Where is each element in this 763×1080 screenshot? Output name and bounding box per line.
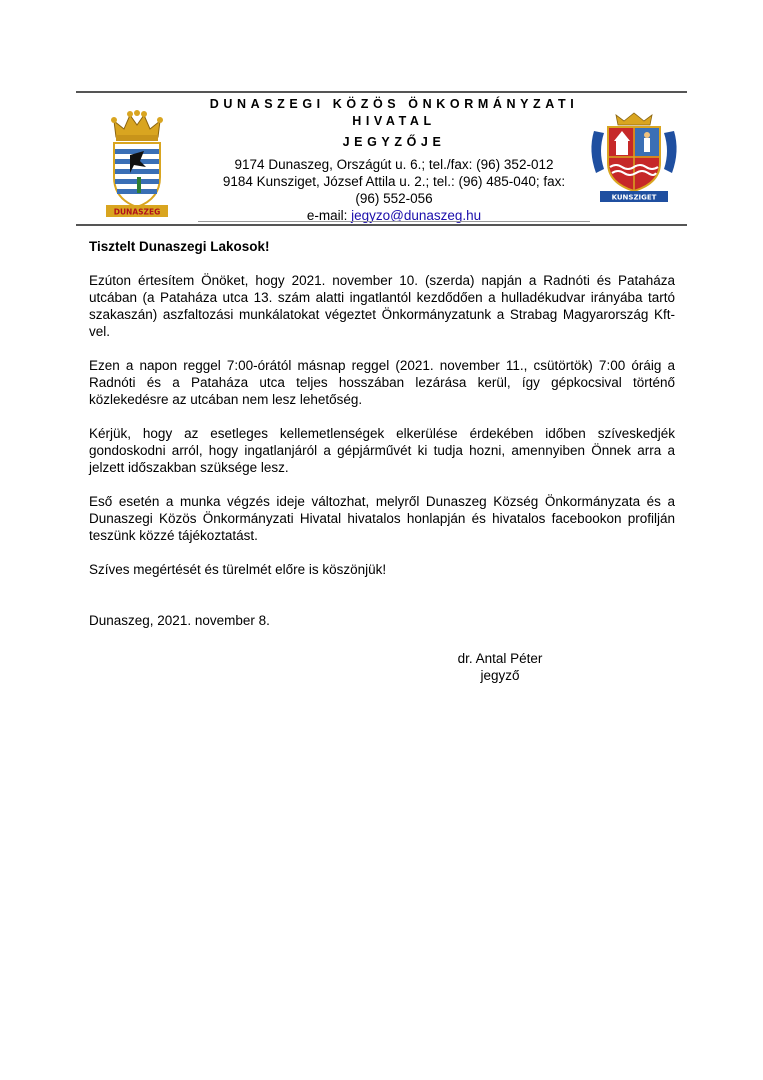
paragraph-5: Szíves megértését és türelmét előre is köszönjük! — [89, 562, 387, 577]
org-title: JEGYZŐJE — [342, 135, 446, 149]
org-name-line1: DUNASZEGI KÖZÖS ÖNKORMÁNYZATI — [209, 97, 579, 111]
header-inner-rule — [198, 221, 590, 222]
signer-name: dr. Antal Péter — [457, 651, 543, 666]
paragraph-2: Ezen a napon reggel 7:00-órától másnap reggel (2021. november 11., csütörtök) 7:00 óráig a Radnóti és a Pataháza utca teljes hosszában lezárása kerül, így gépkocsival történő közlekedésre az utcában nem lesz lehetőség. — [89, 358, 675, 407]
email-link[interactable]: jegyzo@dunaszeg.hu — [351, 208, 482, 223]
signer-title: jegyző — [480, 668, 520, 683]
address-kunsziget: 9184 Kunsziget, József Attila u. 2.; tel.: (96) 485-040; fax: — [222, 174, 566, 189]
email-label: e-mail: — [306, 208, 352, 223]
signature-block — [430, 650, 570, 684]
paragraph-3: Kérjük, hogy az esetleges kellemetlenségek elkerülése érdekében időben szíveskedjék gondoskodni arról, hogy ingatlanjáról a gépjárművét ki tudja hozni, amennyiben Önnek arra a jelzett időszakban szüksége lesz. — [89, 426, 675, 475]
header-bottom-rule — [76, 224, 687, 226]
crest-banner-right: KUNSZIGET — [611, 193, 657, 202]
header-top-rule — [76, 91, 687, 93]
letter-body — [89, 238, 675, 646]
org-name-line2: HIVATAL — [352, 114, 436, 128]
greeting: Tisztelt Dunaszegi Lakosok! — [89, 239, 270, 254]
letterhead — [196, 96, 592, 224]
paragraph-4: Eső esetén a munka végzés ideje változhat, melyről Dunaszeg Község Önkormányzata és a Dunaszegi Közös Önkormányzati Hivatal hivatalos honlapján és hivatalos facebookon profilján teszünk közzé tájékoztatást. — [89, 494, 675, 543]
address-dunaszeg: 9174 Dunaszeg, Országút u. 6.; tel./fax: (96) 352-012 — [234, 157, 554, 172]
letter-date: Dunaszeg, 2021. november 8. — [89, 613, 270, 628]
crest-banner-left: DUNASZEG — [113, 207, 161, 217]
kunsziget-coat-of-arms-icon — [586, 111, 682, 203]
paragraph-1: Ezúton értesítem Önöket, hogy 2021. november 10. (szerda) napján a Radnóti és Pataháza utcában (a Pataháza utca 13. szám alatti ingatlantól kezdődően a hulladékudvar irányába tartó szakaszán) aszfaltozási munkálatokat végeztet Önkormányzatunk a Strabag Magyarország Kft-vel. — [89, 273, 675, 339]
dunaszeg-coat-of-arms-icon — [104, 107, 170, 219]
address-kunsziget-fax: (96) 552-056 — [355, 191, 433, 206]
